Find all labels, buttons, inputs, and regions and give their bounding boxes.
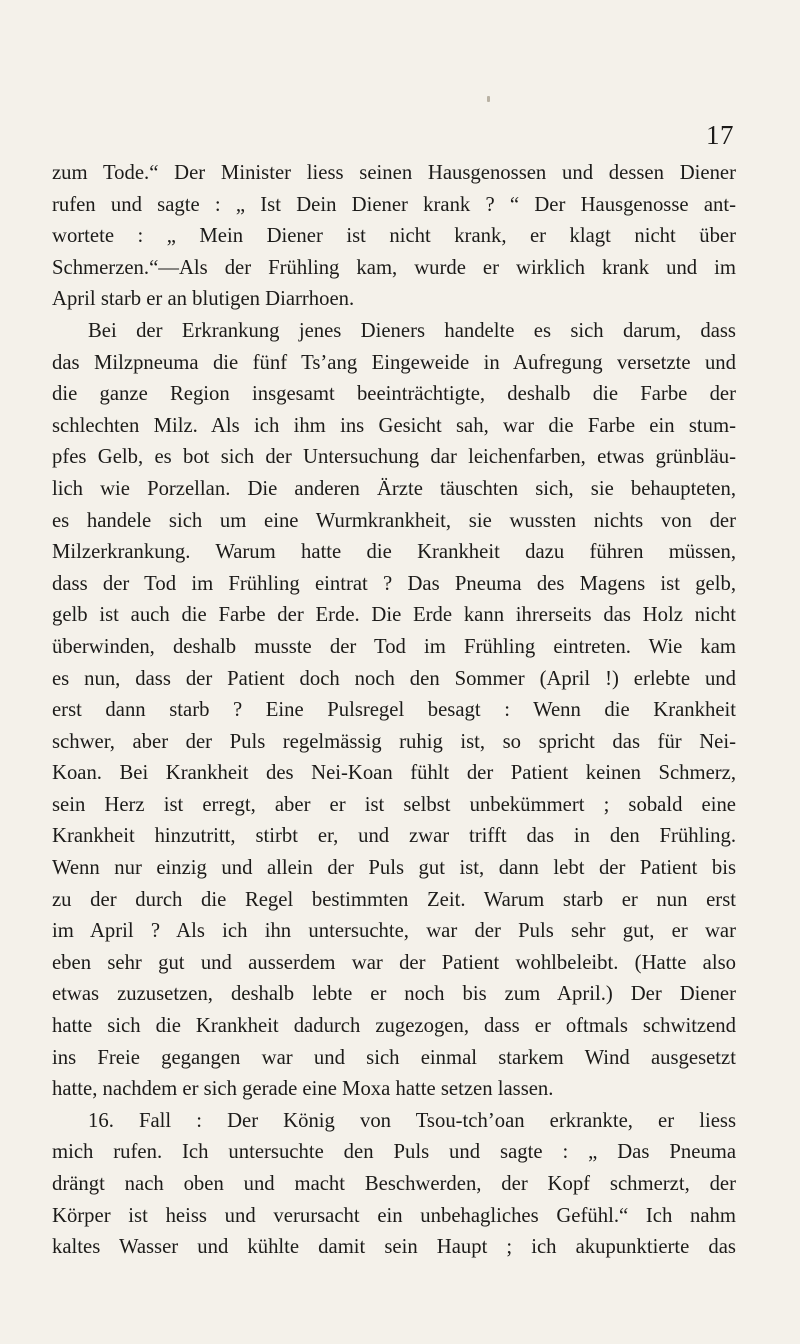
text-line: Schmerzen.“—Als der Frühling kam, wurde er wirklich krank und im bbox=[52, 256, 736, 279]
text-line: Krankheit hinzutritt, stirbt er, und zwar trifft das in den Frühling. bbox=[52, 825, 736, 848]
text-line: es nun, dass der Patient doch noch den Sommer (April !) erlebte und bbox=[52, 667, 736, 690]
text-line: rufen und sagte : „ Ist Dein Diener krank ? “ Der Hausgenosse ant- bbox=[52, 193, 736, 216]
text-line: es handele sich um eine Wurmkrankheit, sie wussten nichts von der bbox=[52, 509, 736, 532]
text-line: hatte sich die Krankheit dadurch zugezogen, dass er oftmals schwitzend bbox=[52, 1015, 736, 1038]
text-line: schwer, aber der Puls regelmässig ruhig ist, so spricht das für Nei- bbox=[52, 730, 736, 753]
text-line: Koan. Bei Krankheit des Nei-Koan fühlt der Patient keinen Schmerz, bbox=[52, 762, 736, 785]
text-line: dass der Tod im Frühling eintrat ? Das Pneuma des Magens ist gelb, bbox=[52, 572, 736, 595]
page-number: 17 bbox=[706, 120, 734, 150]
text-line: April starb er an blutigen Diarrhoen. bbox=[52, 288, 355, 311]
text-line: die ganze Region insgesamt beeinträchtigte, deshalb die Farbe der bbox=[52, 383, 736, 406]
text-line: mich rufen. Ich untersuchte den Puls und sagte : „ Das Pneuma bbox=[52, 1141, 736, 1164]
text-line: schlechten Milz. Als ich ihm ins Gesicht sah, war die Farbe ein stum- bbox=[52, 414, 736, 437]
text-line: Bei der Erkrankung jenes Dieners handelte es sich darum, dass bbox=[88, 319, 736, 342]
text-line: Milzerkrankung. Warum hatte die Krankheit dazu führen müssen, bbox=[52, 541, 736, 564]
text-line: sein Herz ist erregt, aber er ist selbst unbekümmert ; sobald eine bbox=[52, 793, 736, 816]
text-line: das Milzpneuma die fünf Ts’ang Eingeweide in Aufregung versetzte und bbox=[52, 351, 736, 374]
text-line: eben sehr gut und ausserdem war der Patient wohlbeleibt. (Hatte also bbox=[52, 951, 736, 974]
text-line: überwinden, deshalb musste der Tod im Frühling eintreten. Wie kam bbox=[52, 635, 736, 658]
text-line: gelb ist auch die Farbe der Erde. Die Erde kann ihrerseits das Holz nicht bbox=[52, 604, 736, 627]
text-line: im April ? Als ich ihn untersuchte, war der Puls sehr gut, er war bbox=[52, 920, 736, 943]
text-line: hatte, nachdem er sich gerade eine Moxa hatte setzen lassen. bbox=[52, 1078, 554, 1101]
text-line: ins Freie gegangen war und sich einmal starkem Wind ausgesetzt bbox=[52, 1046, 736, 1069]
text-line: lich wie Porzellan. Die anderen Ärzte täuschten sich, sie behaupteten, bbox=[52, 477, 736, 500]
text-line: zum Tode.“ Der Minister liess seinen Hausgenossen und dessen Diener bbox=[52, 162, 736, 184]
print-speck bbox=[487, 96, 490, 102]
text-line: 16. Fall : Der König von Tsou-tch’oan erkrankte, er liess bbox=[88, 1109, 736, 1132]
text-line: wortete : „ Mein Diener ist nicht krank, er klagt nicht über bbox=[52, 225, 736, 248]
text-line: kaltes Wasser und kühlte damit sein Haupt ; ich akupunktierte das bbox=[52, 1236, 736, 1259]
text-line: pfes Gelb, es bot sich der Untersuchung dar leichenfarben, etwas grünbläu- bbox=[52, 446, 736, 469]
text-line: Körper ist heiss und verursacht ein unbehagliches Gefühl.“ Ich nahm bbox=[52, 1204, 736, 1227]
body-text bbox=[52, 158, 736, 1264]
text-line: drängt nach oben und macht Beschwerden, der Kopf schmerzt, der bbox=[52, 1173, 736, 1195]
text-line: erst dann starb ? Eine Pulsregel besagt : Wenn die Krankheit bbox=[52, 699, 736, 722]
text-line: etwas zuzusetzen, deshalb lebte er noch bis zum April.) Der Diener bbox=[52, 983, 736, 1006]
text-line: Wenn nur einzig und allein der Puls gut ist, dann lebt der Patient bis bbox=[52, 857, 736, 880]
text-line: zu der durch die Regel bestimmten Zeit. Warum starb er nun erst bbox=[52, 888, 736, 911]
